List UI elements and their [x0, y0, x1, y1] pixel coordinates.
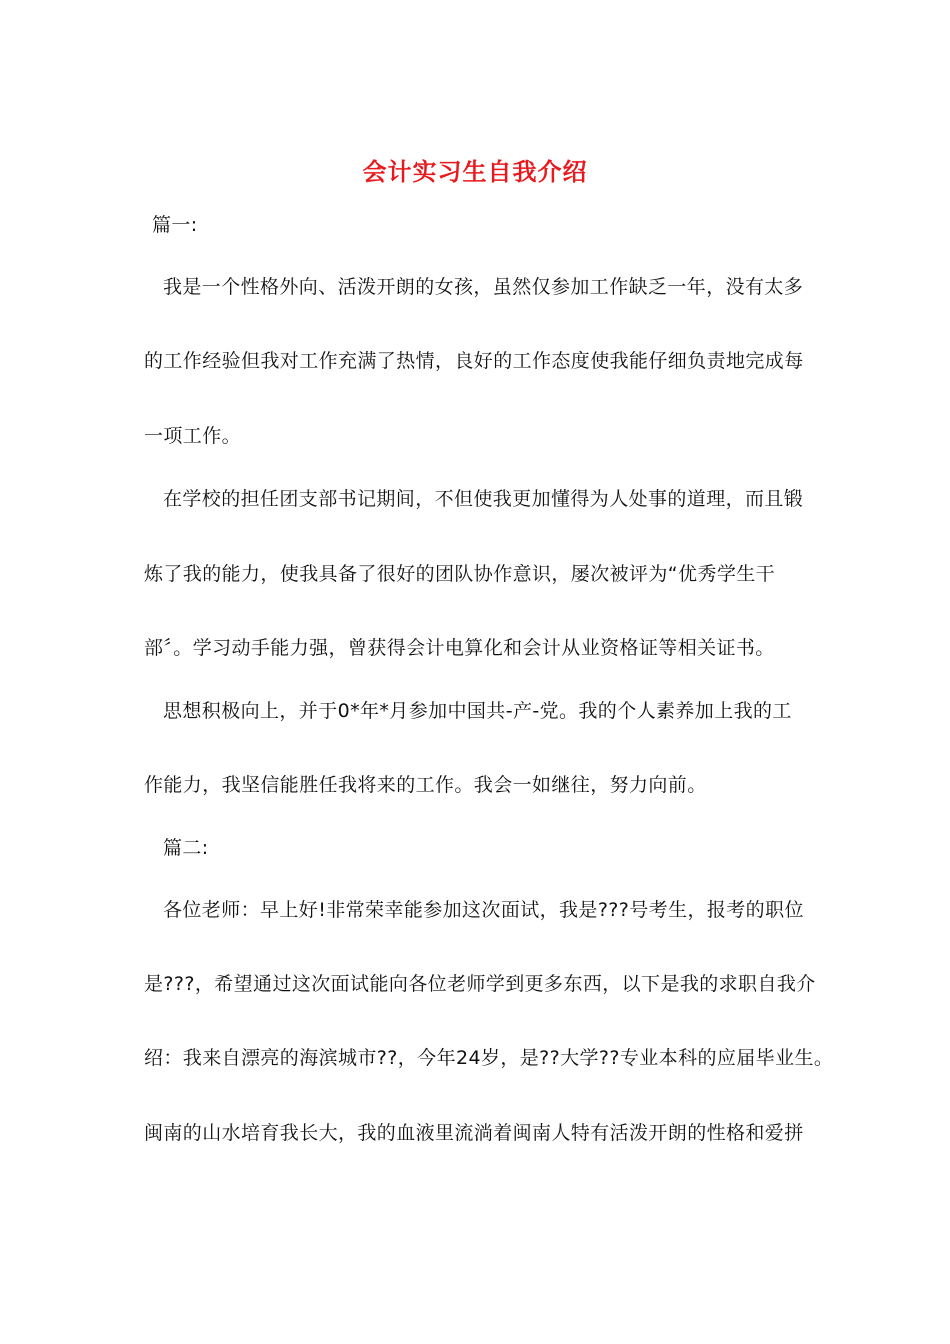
paragraph-line: 各位老师：早上好!非常荣幸能参加这次面试，我是???号考生，报考的职位 — [163, 899, 804, 921]
paragraph-line: 一项工作。 — [144, 425, 242, 447]
paragraph-line: 是???，希望通过这次面试能向各位老师学到更多东西，以下是我的求职自我介 — [144, 973, 816, 995]
paragraph-line: 炼了我的能力，使我具备了很好的团队协作意识，屡次被评为“优秀学生干 — [144, 563, 776, 585]
section-heading-1: 篇一: — [152, 214, 198, 236]
paragraph-line: 闽南的山水培育我长大，我的血液里流淌着闽南人特有活泼开朗的性格和爱拼 — [144, 1122, 804, 1144]
paragraph-line: 我是一个性格外向、活泼开朗的女孩，虽然仅参加工作缺乏一年，没有太多 — [163, 276, 804, 298]
document-title: 会计实习生自我介绍 — [362, 158, 588, 186]
paragraph-line: 思想积极向上，并于0*年*月参加中国共-产-党。我的个人素养加上我的工 — [163, 700, 792, 722]
paragraph-line: 在学校的担任团支部书记期间，不但使我更加懂得为人处事的道理，而且锻 — [163, 488, 804, 510]
paragraph-line: 部〞。学习动手能力强，曾获得会计电算化和会计从业资格证等相关证书。 — [144, 637, 775, 659]
paragraph-line: 作能力，我坚信能胜任我将来的工作。我会一如继往，努力向前。 — [144, 774, 707, 796]
section-heading-2: 篇二: — [163, 837, 209, 859]
paragraph-line: 绍：我来自漂亮的海滨城市??，今年24岁，是??大学??专业本科的应届毕业生。 — [144, 1047, 834, 1069]
paragraph-line: 的工作经验但我对工作充满了热情，良好的工作态度使我能仔细负责地完成每 — [144, 350, 804, 372]
